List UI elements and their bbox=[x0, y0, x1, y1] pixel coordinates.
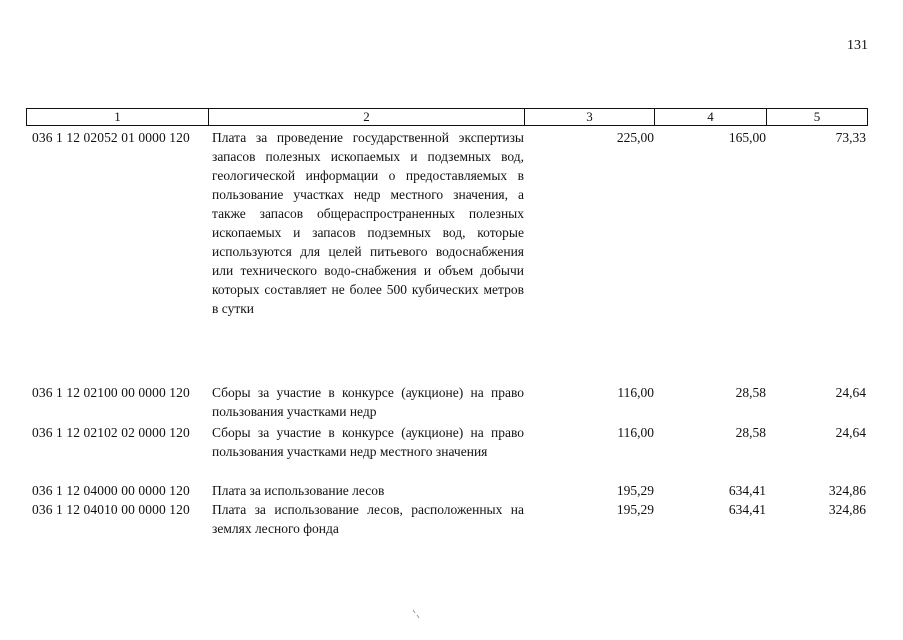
header-col-4: 4 bbox=[655, 109, 767, 125]
row-col5: 324,86 bbox=[828, 502, 866, 517]
header-col-3: 3 bbox=[525, 109, 655, 125]
row-col3: 225,00 bbox=[616, 130, 654, 145]
row-col5: 324,86 bbox=[828, 483, 866, 498]
row-col3: 116,00 bbox=[617, 385, 654, 400]
row-col3: 116,00 bbox=[617, 425, 654, 440]
row-description: Плата за использование лесов, расположенных на землях лесного фонда bbox=[212, 502, 524, 536]
header-col-2: 2 bbox=[209, 109, 525, 125]
row-col4: 634,41 bbox=[728, 502, 766, 517]
header-col-5: 5 bbox=[813, 109, 821, 124]
row-description: Сборы за участие в конкурсе (аукционе) на право пользования участками недр bbox=[212, 385, 524, 419]
row-col3: 195,29 bbox=[616, 502, 654, 517]
row-col5: 73,33 bbox=[835, 130, 866, 145]
row-col4: 165,00 bbox=[728, 130, 766, 145]
page-number: 131 bbox=[847, 38, 868, 53]
row-code: 036 1 12 02102 02 0000 120 bbox=[32, 425, 190, 440]
row-description: Плата за проведение государственной экспертизы запасов полезных ископаемых и подземных вод, геологической информации о предоставляемых в пользование участках недр местного значения, а также запасов общераспространенных полезных ископаемых и запасов подземных вод, которые используются для целей питьевого водоснабжения или технического водо-снабжения и объем добычи которых составляет не более 500 кубических метров в сутки bbox=[212, 130, 524, 316]
row-code: 036 1 12 04000 00 0000 120 bbox=[32, 483, 190, 498]
row-description: Сборы за участие в конкурсе (аукционе) на право пользования участками недр местного значения bbox=[212, 425, 524, 459]
row-col4: 634,41 bbox=[728, 483, 766, 498]
row-code: 036 1 12 04010 00 0000 120 bbox=[32, 502, 190, 517]
scan-speck bbox=[412, 609, 420, 619]
table-header bbox=[26, 108, 868, 126]
row-code: 036 1 12 02100 00 0000 120 bbox=[32, 385, 190, 400]
row-col3: 195,29 bbox=[616, 483, 654, 498]
row-col4: 28,58 bbox=[735, 385, 766, 400]
header-col-1: 1 bbox=[27, 109, 209, 125]
row-col5: 24,64 bbox=[835, 385, 866, 400]
row-col5: 24,64 bbox=[835, 425, 866, 440]
row-description: Плата за использование лесов bbox=[212, 483, 385, 498]
row-col4: 28,58 bbox=[735, 425, 766, 440]
row-code: 036 1 12 02052 01 0000 120 bbox=[32, 130, 190, 145]
